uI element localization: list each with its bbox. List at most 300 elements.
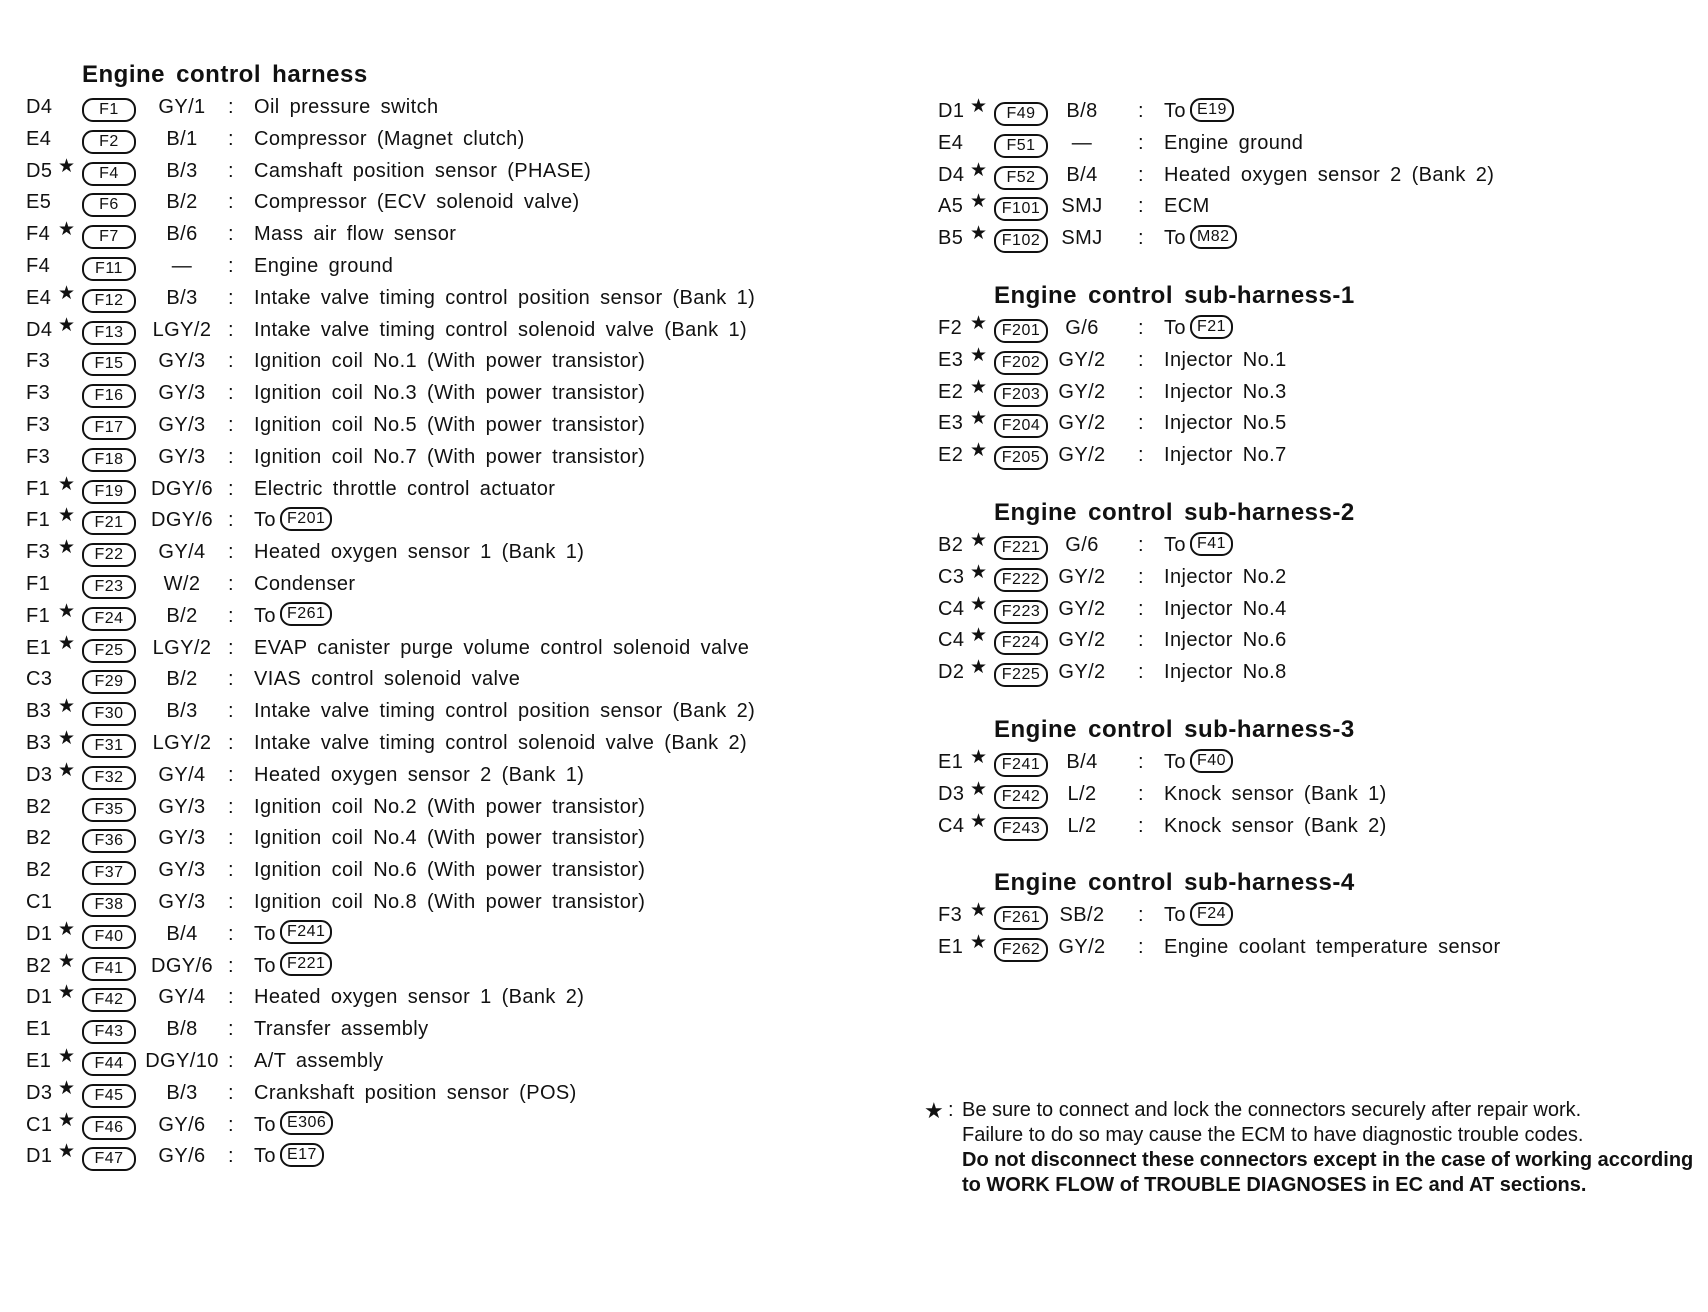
connector-row	[26, 1110, 846, 1142]
star-icon: ★	[58, 473, 76, 495]
connector-id: F45	[82, 1084, 136, 1108]
description-text: ECM	[1164, 195, 1210, 218]
separator-colon: :	[1138, 597, 1144, 620]
grid-location: F1	[26, 477, 51, 500]
connector-id: F262	[994, 938, 1048, 962]
star-icon: ★	[970, 900, 988, 922]
main-harness-list-continued	[938, 96, 1678, 255]
connector-row	[26, 251, 846, 283]
connector-id: F6	[82, 193, 136, 217]
connector-id: F261	[994, 906, 1048, 930]
connector-row	[26, 92, 846, 124]
connector-description	[254, 156, 591, 188]
connector-row	[938, 96, 1678, 128]
connector-description	[254, 887, 645, 919]
connector-id: F2	[82, 130, 136, 154]
connector-description	[1164, 408, 1287, 440]
description-text: VIAS control solenoid valve	[254, 668, 521, 691]
wire-color-terminals: GY/3	[158, 382, 206, 405]
grid-location: D4	[938, 163, 965, 186]
grid-location: B2	[26, 954, 52, 977]
connector-description	[254, 187, 580, 219]
grid-location: C4	[938, 629, 965, 652]
connector-id: F41	[82, 957, 136, 981]
separator-colon: :	[228, 477, 234, 500]
star-icon: ★	[970, 746, 988, 768]
description-text: To	[1164, 227, 1186, 250]
note-line-1: Be sure to connect and lock the connectors securely after repair work.	[962, 1099, 1582, 1121]
description-text: Injector No.3	[1164, 380, 1287, 403]
grid-location: F3	[938, 904, 963, 927]
description-text: Heated oxygen sensor 2 (Bank 1)	[254, 763, 585, 786]
separator-colon: :	[228, 827, 234, 850]
separator-colon: :	[228, 859, 234, 882]
star-icon: ★	[970, 810, 988, 832]
wire-color-terminals: B/3	[166, 286, 198, 309]
connector-id: F23	[82, 575, 136, 599]
wire-color-terminals: B/4	[1066, 163, 1098, 186]
star-icon: ★	[970, 408, 988, 430]
connector-id: F205	[994, 446, 1048, 470]
connector-description	[254, 315, 747, 347]
star-icon: ★	[970, 344, 988, 366]
connector-id: F42	[82, 988, 136, 1012]
sub-harness-4-list	[938, 900, 1678, 964]
connector-description	[1164, 440, 1287, 472]
connector-id: F24	[82, 607, 136, 631]
connector-id: F223	[994, 600, 1048, 624]
connector-description	[254, 505, 332, 537]
connector-reference: E17	[280, 1143, 324, 1167]
grid-location: A5	[938, 195, 964, 218]
grid-location: D3	[26, 1081, 53, 1104]
description-text: Mass air flow sensor	[254, 223, 457, 246]
connector-row	[938, 625, 1678, 657]
star-icon: ★	[58, 696, 76, 718]
connector-row	[26, 1046, 846, 1078]
separator-colon: :	[228, 318, 234, 341]
separator-colon: :	[1138, 936, 1144, 959]
wire-color-terminals: GY/2	[1058, 412, 1106, 435]
grid-location: E3	[938, 348, 964, 371]
grid-location: D3	[26, 763, 53, 786]
grid-location: F1	[26, 509, 51, 532]
description-text: Injector No.7	[1164, 444, 1287, 467]
grid-location: D3	[938, 782, 965, 805]
connector-id: F16	[82, 384, 136, 408]
wire-color-terminals: GY/3	[158, 350, 206, 373]
connector-description	[1164, 128, 1303, 160]
connector-id: F12	[82, 289, 136, 313]
connector-row	[26, 346, 846, 378]
wire-color-terminals: GY/6	[158, 1145, 206, 1168]
separator-colon: :	[228, 1145, 234, 1168]
grid-location: F4	[26, 254, 51, 277]
connector-row	[938, 932, 1678, 964]
connector-row	[938, 191, 1678, 223]
connector-id: F31	[82, 734, 136, 758]
connector-id: F25	[82, 639, 136, 663]
grid-location: E3	[938, 412, 964, 435]
separator-colon: :	[1138, 661, 1144, 684]
section-title-sub1: Engine control sub-harness-1	[994, 281, 1355, 309]
star-icon: ★	[970, 440, 988, 462]
description-text: Ignition coil No.1 (With power transistor)	[254, 350, 646, 373]
connector-id: F13	[82, 321, 136, 345]
separator-colon: :	[228, 572, 234, 595]
wire-color-terminals: —	[171, 254, 193, 277]
main-harness-list	[26, 92, 846, 1173]
separator-colon: :	[1138, 782, 1144, 805]
separator-colon: :	[228, 286, 234, 309]
separator-colon: :	[1138, 814, 1144, 837]
description-text: Condenser	[254, 572, 356, 595]
separator-colon: :	[1138, 565, 1144, 588]
connector-description	[1164, 811, 1387, 843]
connector-row	[26, 124, 846, 156]
description-text: Knock sensor (Bank 1)	[1164, 782, 1387, 805]
connector-id: F1	[82, 98, 136, 122]
sub-harness-3-list	[938, 747, 1678, 842]
wire-color-terminals: DGY/10	[145, 1049, 219, 1072]
description-text: To	[1164, 904, 1186, 927]
description-text: Ignition coil No.2 (With power transistor)	[254, 795, 646, 818]
connector-description	[254, 728, 747, 760]
wire-color-terminals: GY/6	[158, 1113, 206, 1136]
grid-location: D4	[26, 96, 53, 118]
connector-description	[254, 951, 332, 983]
separator-colon: :	[228, 954, 234, 977]
wire-color-terminals: GY/3	[158, 890, 206, 913]
description-text: To	[254, 1113, 276, 1136]
connector-description	[1164, 900, 1233, 932]
wire-color-terminals: GY/2	[1058, 444, 1106, 467]
grid-location: F1	[26, 572, 51, 595]
description-text: Camshaft position sensor (PHASE)	[254, 159, 592, 182]
separator-colon: :	[228, 636, 234, 659]
connector-id: F52	[994, 166, 1048, 190]
connector-row	[938, 440, 1678, 472]
grid-location: D5	[26, 159, 53, 182]
wire-color-terminals: G/6	[1065, 316, 1099, 339]
grid-location: E2	[938, 380, 964, 403]
connector-row	[26, 919, 846, 951]
connector-id: F11	[82, 257, 136, 281]
connector-description	[254, 378, 645, 410]
grid-location: E2	[938, 444, 964, 467]
description-text: Oil pressure switch	[254, 96, 439, 118]
connector-reference: F40	[1190, 749, 1233, 773]
connector-row	[26, 601, 846, 633]
grid-location: E4	[26, 127, 52, 150]
wire-color-terminals: B/3	[166, 159, 198, 182]
wire-color-terminals: DGY/6	[150, 477, 214, 500]
connector-id: F35	[82, 798, 136, 822]
separator-colon: :	[228, 223, 234, 246]
wire-color-terminals: B/3	[166, 1081, 198, 1104]
separator-colon: :	[1138, 163, 1144, 186]
connector-description	[1164, 594, 1287, 626]
connector-description	[1164, 625, 1287, 657]
connector-reference: F261	[280, 602, 332, 626]
connector-description	[1164, 932, 1501, 964]
wire-color-terminals: SMJ	[1061, 227, 1103, 250]
connector-row	[938, 779, 1678, 811]
sub-harness-1-list	[938, 313, 1678, 472]
description-text: To	[1164, 100, 1186, 122]
separator-colon: :	[1138, 750, 1144, 773]
description-text: Intake valve timing control position sensor (Bank 2)	[254, 700, 756, 723]
description-text: Engine ground	[1164, 131, 1304, 154]
connector-row	[938, 377, 1678, 409]
connector-row	[26, 1014, 846, 1046]
star-icon: ★	[970, 312, 988, 334]
grid-location: F2	[938, 316, 963, 339]
connector-id: F19	[82, 480, 136, 504]
description-text: To	[1164, 750, 1186, 773]
grid-location: B2	[938, 533, 964, 556]
description-text: To	[254, 509, 276, 532]
description-text: Injector No.5	[1164, 412, 1287, 435]
wire-color-terminals: B/1	[166, 127, 198, 150]
star-icon: ★	[58, 950, 76, 972]
connector-row	[938, 594, 1678, 626]
wire-color-terminals: GY/2	[1058, 380, 1106, 403]
separator-colon: :	[1138, 629, 1144, 652]
connector-id: F222	[994, 568, 1048, 592]
star-icon: ★	[58, 727, 76, 749]
connector-row	[26, 887, 846, 919]
wire-color-terminals: G/6	[1065, 533, 1099, 556]
star-icon: ★	[970, 561, 988, 583]
connector-id: F47	[82, 1147, 136, 1171]
connector-id: F49	[994, 102, 1048, 126]
wire-color-terminals: GY/3	[158, 859, 206, 882]
wire-color-terminals: B/2	[166, 668, 198, 691]
connector-id: F15	[82, 352, 136, 376]
connector-reference: E19	[1190, 98, 1234, 122]
connector-reference: F24	[1190, 902, 1233, 926]
connector-row	[26, 219, 846, 251]
connector-row	[938, 160, 1678, 192]
star-icon: ★	[58, 282, 76, 304]
connector-row	[26, 505, 846, 537]
separator-colon: :	[228, 350, 234, 373]
connector-description	[254, 92, 439, 124]
connector-id: F43	[82, 1020, 136, 1044]
separator-colon: :	[1138, 348, 1144, 371]
wire-color-terminals: GY/2	[1058, 348, 1106, 371]
separator-colon: :	[1138, 904, 1144, 927]
connector-row	[938, 408, 1678, 440]
grid-location: B5	[938, 227, 964, 250]
grid-location: C1	[26, 1113, 53, 1136]
grid-location: B3	[26, 731, 52, 754]
right-column	[938, 96, 1678, 964]
wire-color-terminals: L/2	[1067, 782, 1097, 805]
left-column	[26, 58, 846, 1173]
connector-description	[1164, 191, 1210, 223]
connector-id: F40	[82, 925, 136, 949]
connector-row	[938, 313, 1678, 345]
description-text: Compressor (ECV solenoid valve)	[254, 191, 580, 214]
connector-id: F221	[994, 536, 1048, 560]
connector-row	[26, 951, 846, 983]
connector-reference: F221	[280, 952, 332, 976]
grid-location: F1	[26, 604, 51, 627]
wire-color-terminals: B/3	[166, 700, 198, 723]
connector-id: F44	[82, 1052, 136, 1076]
connector-id: F201	[994, 319, 1048, 343]
connector-id: F32	[82, 766, 136, 790]
connector-description	[254, 696, 755, 728]
connector-row	[938, 223, 1678, 255]
connector-description	[254, 569, 355, 601]
connector-description	[254, 1014, 429, 1046]
separator-colon: :	[228, 254, 234, 277]
connector-reference: F201	[280, 507, 332, 531]
separator-colon: :	[228, 541, 234, 564]
separator-colon: :	[228, 668, 234, 691]
connector-reference: F41	[1190, 532, 1233, 556]
wire-color-terminals: LGY/2	[152, 636, 212, 659]
grid-location: E5	[26, 191, 52, 214]
connector-description	[1164, 96, 1234, 128]
connector-row	[26, 664, 846, 696]
wire-color-terminals: —	[1071, 131, 1093, 154]
star-icon: ★	[970, 529, 988, 551]
wire-color-terminals: GY/2	[1058, 597, 1106, 620]
connector-description	[1164, 530, 1233, 562]
grid-location: E1	[938, 750, 964, 773]
connector-row	[26, 1141, 846, 1173]
connector-reference: E306	[280, 1111, 333, 1135]
connector-id: F102	[994, 229, 1048, 253]
wire-color-terminals: GY/3	[158, 413, 206, 436]
wire-color-terminals: B/8	[1066, 100, 1098, 122]
wire-color-terminals: GY/3	[158, 445, 206, 468]
connector-description	[254, 792, 645, 824]
connector-id: F242	[994, 785, 1048, 809]
connector-row	[938, 900, 1678, 932]
description-text: Ignition coil No.5 (With power transistor)	[254, 413, 646, 436]
connector-description	[1164, 223, 1237, 255]
separator-colon: :	[228, 96, 234, 118]
grid-location: C4	[938, 597, 965, 620]
separator-colon: :	[228, 986, 234, 1009]
grid-location: D4	[26, 318, 53, 341]
description-text: Injector No.4	[1164, 597, 1287, 620]
section-title-sub2: Engine control sub-harness-2	[994, 498, 1355, 526]
connector-row	[26, 569, 846, 601]
note-line-2: Failure to do so may cause the ECM to have diagnostic trouble codes.	[962, 1124, 1584, 1146]
connector-id: F204	[994, 414, 1048, 438]
star-icon: ★	[58, 1045, 76, 1067]
description-text: Injector No.8	[1164, 661, 1287, 684]
connector-row	[26, 315, 846, 347]
connector-row	[26, 474, 846, 506]
wire-color-terminals: B/4	[1066, 750, 1098, 773]
description-text: Knock sensor (Bank 2)	[1164, 814, 1387, 837]
connector-row	[938, 657, 1678, 689]
separator-colon: :	[1138, 316, 1144, 339]
star-icon: ★	[58, 537, 76, 559]
description-text: Injector No.6	[1164, 629, 1287, 652]
separator-colon: :	[228, 413, 234, 436]
grid-location: C3	[938, 565, 965, 588]
grid-location: E4	[938, 131, 964, 154]
separator-colon: :	[228, 890, 234, 913]
wire-color-terminals: LGY/2	[152, 731, 212, 754]
wire-color-terminals: GY/3	[158, 827, 206, 850]
connector-id: F101	[994, 197, 1048, 221]
star-icon: ★	[970, 96, 988, 117]
star-icon: ★	[58, 219, 76, 241]
connector-id: F21	[82, 511, 136, 535]
connector-description	[254, 251, 393, 283]
separator-colon: :	[228, 1049, 234, 1072]
description-text: To	[1164, 316, 1186, 339]
connector-id: F7	[82, 225, 136, 249]
connector-description	[254, 633, 749, 665]
connector-id: F38	[82, 893, 136, 917]
description-text: To	[254, 604, 276, 627]
star-icon: ★	[970, 657, 988, 679]
connector-row	[26, 760, 846, 792]
connector-description	[1164, 377, 1287, 409]
connector-description	[254, 664, 520, 696]
connector-row	[938, 747, 1678, 779]
description-text: Ignition coil No.6 (With power transistor)	[254, 859, 646, 882]
connector-description	[254, 760, 584, 792]
star-icon: ★	[970, 376, 988, 398]
star-icon: ★	[58, 632, 76, 654]
separator-colon: :	[228, 922, 234, 945]
star-icon: ★	[58, 155, 76, 177]
wire-color-terminals: SMJ	[1061, 195, 1103, 218]
description-text: Intake valve timing control solenoid valve (Bank 2)	[254, 731, 748, 754]
star-icon: ★	[58, 1109, 76, 1131]
separator-colon: :	[228, 159, 234, 182]
connector-row	[26, 187, 846, 219]
grid-location: D1	[26, 1145, 53, 1168]
connector-description	[254, 410, 645, 442]
description-text: Injector No.2	[1164, 565, 1287, 588]
grid-location: E1	[26, 636, 52, 659]
connector-description	[254, 1141, 324, 1173]
star-icon: ★	[58, 918, 76, 940]
separator-colon: :	[228, 731, 234, 754]
star-icon: ★	[970, 191, 988, 213]
connector-id: F51	[994, 134, 1048, 158]
grid-location: D2	[938, 661, 965, 684]
connector-id: F46	[82, 1116, 136, 1140]
connector-id: F4	[82, 162, 136, 186]
grid-location: F3	[26, 382, 51, 405]
connector-description	[254, 919, 332, 951]
description-text: Heated oxygen sensor 1 (Bank 2)	[254, 986, 585, 1009]
grid-location: B2	[26, 827, 52, 850]
wire-color-terminals: GY/1	[158, 96, 206, 118]
grid-location: C1	[26, 890, 53, 913]
star-icon: ★	[970, 778, 988, 800]
separator-colon: :	[228, 1018, 234, 1041]
grid-location: F3	[26, 350, 51, 373]
star-icon: ★	[924, 1098, 944, 1123]
separator-colon: :	[1138, 227, 1144, 250]
connector-row	[26, 633, 846, 665]
connector-row	[26, 1078, 846, 1110]
